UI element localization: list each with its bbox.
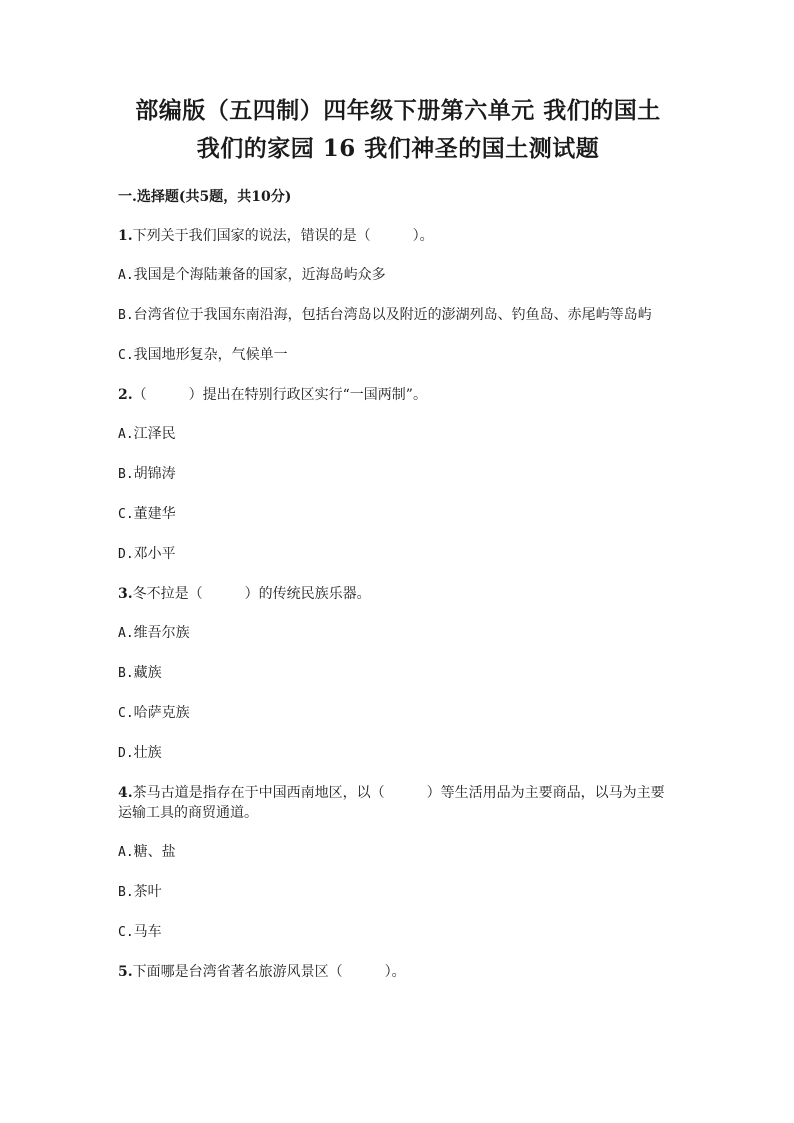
option-text: 壮族 bbox=[133, 745, 162, 761]
document-page bbox=[118, 92, 678, 982]
question-number: 5. bbox=[118, 964, 133, 980]
option-letter: C. bbox=[118, 348, 134, 363]
option-letter: B. bbox=[118, 308, 134, 323]
option-letter: A. bbox=[118, 427, 134, 442]
section-heading: 一.选择题(共5题，共10分) bbox=[118, 189, 292, 205]
option-text: 藏族 bbox=[133, 665, 162, 681]
option-1c bbox=[118, 345, 678, 366]
option-letter: A. bbox=[118, 845, 134, 860]
option-3d bbox=[118, 743, 678, 764]
question-text: 下列关于我们国家的说法，错误的是（ ）。 bbox=[132, 228, 434, 244]
option-1b bbox=[118, 305, 678, 326]
option-letter: B. bbox=[118, 885, 134, 900]
question-1 bbox=[118, 226, 678, 246]
option-letter: D. bbox=[118, 746, 134, 761]
option-text: 维吾尔族 bbox=[133, 625, 190, 641]
option-4a bbox=[118, 842, 678, 863]
option-1a bbox=[118, 265, 678, 286]
question-text: 冬不拉是（ ）的传统民族乐器。 bbox=[132, 586, 371, 602]
option-letter: D. bbox=[118, 547, 134, 562]
option-text: 哈萨克族 bbox=[133, 705, 190, 721]
question-number: 3. bbox=[118, 586, 133, 602]
option-letter: C. bbox=[118, 507, 134, 522]
option-letter: C. bbox=[118, 706, 134, 721]
option-text: 江泽民 bbox=[133, 426, 176, 442]
option-2d bbox=[118, 544, 678, 565]
option-text: 我国地形复杂，气候单一 bbox=[133, 347, 288, 363]
option-3a bbox=[118, 623, 678, 644]
option-2c bbox=[118, 504, 678, 525]
question-text: 下面哪是台湾省著名旅游风景区（ ）。 bbox=[132, 964, 406, 980]
title-line-2: 我们的家园 16 我们神圣的国土测试题 bbox=[196, 135, 600, 162]
option-letter: A. bbox=[118, 268, 134, 283]
question-number: 1. bbox=[118, 228, 133, 244]
option-3b bbox=[118, 663, 678, 684]
option-text: 茶叶 bbox=[133, 884, 162, 900]
option-4b bbox=[118, 882, 678, 903]
option-text: 董建华 bbox=[133, 506, 176, 522]
question-2 bbox=[118, 385, 678, 405]
option-2a bbox=[118, 424, 678, 445]
option-letter: B. bbox=[118, 666, 134, 681]
option-text: 台湾省位于我国东南沿海，包括台湾岛以及附近的澎湖列岛、钓鱼岛、赤尾屿等岛屿 bbox=[133, 307, 652, 323]
option-text: 邓小平 bbox=[133, 546, 176, 562]
question-5 bbox=[118, 962, 678, 982]
question-number: 4. bbox=[118, 785, 133, 801]
option-letter: A. bbox=[118, 626, 134, 641]
option-letter: C. bbox=[118, 925, 134, 940]
option-text: 胡锦涛 bbox=[133, 466, 176, 482]
question-number: 2. bbox=[118, 387, 133, 403]
title-line-1: 部编版（五四制）四年级下册第六单元 我们的国土 bbox=[135, 97, 661, 124]
option-text: 糖、盐 bbox=[133, 844, 176, 860]
question-text: 茶马古道是指存在于中国西南地区，以（ ）等生活用品为主要商品，以马为主要运输工具的商贸通道。 bbox=[118, 785, 665, 821]
question-text: （ ）提出在特别行政区实行“一国两制”。 bbox=[132, 387, 427, 403]
question-3 bbox=[118, 584, 678, 604]
option-letter: B. bbox=[118, 467, 134, 482]
option-4c bbox=[118, 922, 678, 943]
option-text: 我国是个海陆兼备的国家，近海岛屿众多 bbox=[133, 267, 386, 283]
option-3c bbox=[118, 703, 678, 724]
option-text: 马车 bbox=[133, 924, 162, 940]
question-4 bbox=[118, 783, 678, 823]
option-2b bbox=[118, 464, 678, 485]
document-title bbox=[118, 92, 678, 168]
